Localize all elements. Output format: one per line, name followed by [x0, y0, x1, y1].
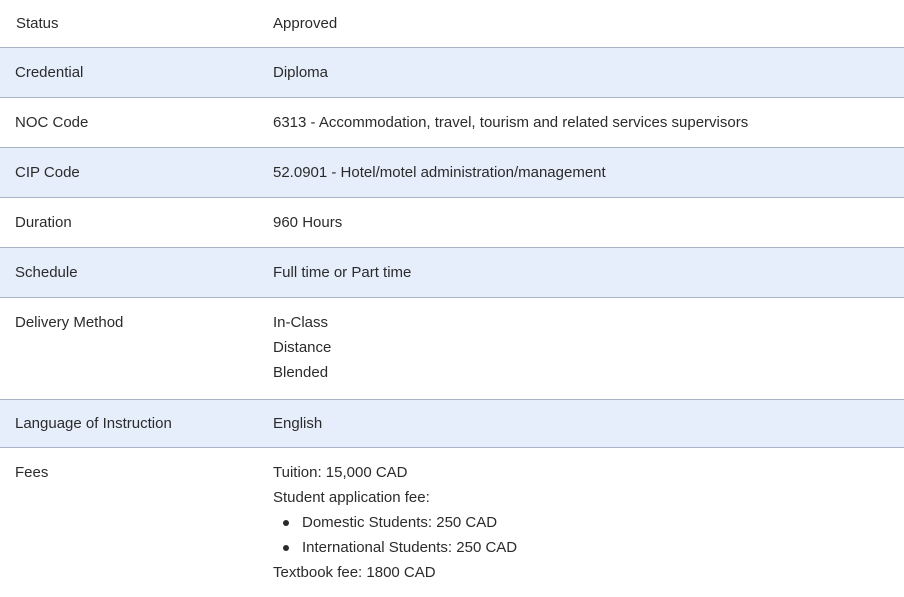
row-value: Full time or Part time — [273, 264, 412, 281]
table-row-delivery-method — [0, 298, 904, 400]
table-row-noc-code — [0, 98, 904, 148]
row-value: 52.0901 - Hotel/motel administration/management — [273, 164, 606, 181]
row-value: Approved — [273, 15, 338, 32]
row-value: Diploma — [273, 64, 329, 81]
list-item — [273, 510, 904, 535]
textbook-fee: Textbook fee: 1800 CAD — [273, 564, 436, 581]
row-label: Fees — [15, 464, 49, 481]
table-row-cip-code — [0, 148, 904, 198]
delivery-method-item: In-Class — [273, 314, 329, 331]
table-row-status — [0, 0, 904, 48]
row-label: Language of Instruction — [15, 415, 172, 432]
table-row-language — [0, 400, 904, 448]
table-row-schedule — [0, 248, 904, 298]
table-row-fees — [0, 448, 904, 597]
table-row-duration — [0, 198, 904, 248]
application-fee-item: Domestic Students: 250 CAD — [302, 514, 498, 531]
table-row-credential — [0, 48, 904, 98]
row-label: Status — [16, 15, 59, 32]
fees-value — [273, 460, 904, 585]
row-label: CIP Code — [15, 164, 80, 181]
bullet-icon — [283, 545, 289, 551]
tuition-fee: Tuition: 15,000 CAD — [273, 464, 408, 481]
application-fee-heading: Student application fee: — [273, 489, 430, 506]
row-value: 960 Hours — [273, 214, 343, 231]
row-label: Duration — [15, 214, 72, 231]
row-label: Delivery Method — [15, 314, 124, 331]
delivery-method-item: Blended — [273, 364, 329, 381]
row-value: 6313 - Accommodation, travel, tourism and related services supervisors — [273, 114, 749, 131]
delivery-method-item: Distance — [273, 339, 332, 356]
row-label: Schedule — [15, 264, 78, 281]
row-label: Credential — [15, 64, 84, 81]
application-fee-list — [273, 510, 904, 560]
row-value-list — [273, 310, 904, 385]
row-value: English — [273, 415, 323, 432]
row-label: NOC Code — [15, 114, 89, 131]
application-fee-item: International Students: 250 CAD — [302, 539, 518, 556]
bullet-icon — [283, 520, 289, 526]
list-item — [273, 535, 904, 560]
